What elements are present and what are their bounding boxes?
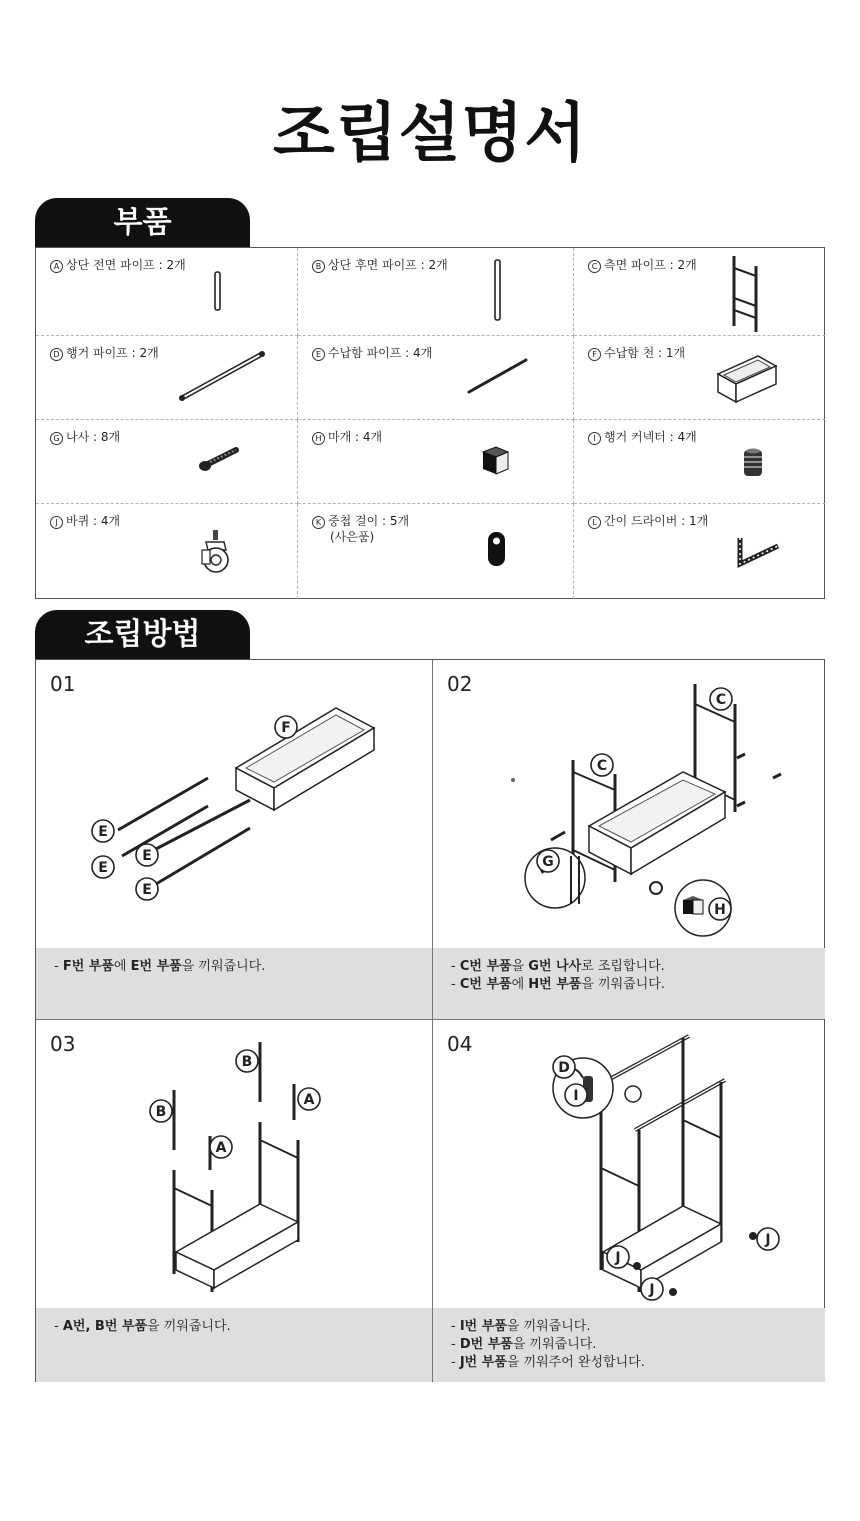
step-number: 04 bbox=[447, 1032, 473, 1056]
part-name: 행거 파이프 : 2개 bbox=[66, 346, 159, 360]
part-name: 상단 전면 파이프 : 2개 bbox=[66, 258, 186, 272]
step-02-notes bbox=[433, 948, 825, 1019]
callout-label: J bbox=[765, 1232, 771, 1248]
assembly-steps-grid bbox=[35, 659, 825, 1382]
page-title: 조립설명서 bbox=[272, 97, 588, 171]
callout-e bbox=[134, 876, 160, 902]
part-cell-c bbox=[574, 248, 825, 336]
step-number: 02 bbox=[447, 672, 473, 696]
callout-h bbox=[707, 896, 733, 922]
callout-b bbox=[234, 1048, 260, 1074]
part-cell-f bbox=[574, 336, 825, 420]
assembly-section-tab: 조립방법 bbox=[35, 610, 250, 660]
part-letter: F bbox=[588, 348, 601, 361]
screw-icon bbox=[196, 442, 242, 476]
part-cell-j bbox=[36, 504, 298, 599]
callout-label: J bbox=[649, 1282, 655, 1298]
part-cell-b bbox=[298, 248, 574, 336]
thin-rod-icon bbox=[466, 356, 530, 396]
part-letter: B bbox=[312, 260, 325, 273]
parts-table bbox=[35, 247, 825, 599]
callout-d bbox=[551, 1054, 577, 1080]
note-line: - C번 부품을 G번 나사로 조립합니다. bbox=[451, 959, 665, 974]
part-name: 중첩 걸이 : 5개 bbox=[328, 514, 410, 528]
part-cell-h bbox=[298, 420, 574, 504]
callout-label: C bbox=[596, 758, 608, 774]
ladder-frame-icon bbox=[726, 252, 768, 334]
part-cell-l bbox=[574, 504, 825, 599]
callout-e bbox=[90, 854, 116, 880]
hex-key-icon bbox=[734, 534, 784, 574]
step-02-illustration bbox=[433, 660, 825, 950]
callout-c bbox=[708, 686, 734, 712]
step-04 bbox=[433, 1020, 825, 1382]
callout-j bbox=[639, 1276, 665, 1302]
step-02 bbox=[433, 660, 825, 1019]
callout-label: F bbox=[281, 720, 291, 736]
callout-label: J bbox=[615, 1250, 621, 1266]
callout-label: E bbox=[98, 824, 108, 840]
note-line: - F번 부품에 E번 부품을 끼워줍니다. bbox=[54, 959, 266, 974]
part-name: 상단 후면 파이프 : 2개 bbox=[328, 258, 448, 272]
caster-wheel-icon bbox=[196, 528, 236, 578]
callout-label: E bbox=[142, 848, 152, 864]
note-line: - I번 부품을 끼워줍니다. bbox=[451, 1319, 591, 1334]
part-letter: H bbox=[312, 432, 325, 445]
connector-icon bbox=[740, 446, 766, 480]
step-number: 03 bbox=[50, 1032, 76, 1056]
callout-b bbox=[148, 1098, 174, 1124]
parts-section-tab: 부품 bbox=[35, 198, 250, 248]
part-cell-g bbox=[36, 420, 298, 504]
part-cell-a bbox=[36, 248, 298, 336]
hook-tag-icon bbox=[486, 530, 508, 570]
callout-g bbox=[535, 848, 561, 874]
part-name: 행거 커넥터 : 4개 bbox=[604, 430, 697, 444]
part-name: 수납함 파이프 : 4개 bbox=[328, 346, 433, 360]
callout-j bbox=[755, 1226, 781, 1252]
callout-label: C bbox=[715, 692, 727, 708]
callout-label: A bbox=[215, 1140, 227, 1156]
step-03 bbox=[36, 1020, 432, 1382]
callout-e bbox=[134, 842, 160, 868]
part-letter: J bbox=[50, 516, 63, 529]
part-cell-e bbox=[298, 336, 574, 420]
part-name: 측면 파이프 : 2개 bbox=[604, 258, 697, 272]
part-name: 마개 : 4개 bbox=[328, 430, 383, 444]
step-01-illustration bbox=[36, 660, 432, 950]
part-gift-note: (사은품) bbox=[330, 530, 375, 544]
step-number: 01 bbox=[50, 672, 76, 696]
callout-a bbox=[208, 1134, 234, 1160]
note-line: - J번 부품을 끼워주어 완성합니다. bbox=[451, 1355, 645, 1370]
callout-c bbox=[589, 752, 615, 778]
part-letter: G bbox=[50, 432, 63, 445]
cap-icon bbox=[480, 444, 512, 478]
part-cell-d bbox=[36, 336, 298, 420]
short-pipe-icon bbox=[212, 270, 226, 314]
step-03-notes bbox=[36, 1308, 432, 1382]
part-letter: C bbox=[588, 260, 601, 273]
callout-label: G bbox=[542, 854, 554, 870]
part-name: 수납함 천 : 1개 bbox=[604, 346, 686, 360]
callout-label: B bbox=[241, 1054, 253, 1070]
step-01-notes bbox=[36, 948, 432, 1019]
part-letter: I bbox=[588, 432, 601, 445]
callout-label: D bbox=[558, 1060, 570, 1076]
step-01 bbox=[36, 660, 432, 1019]
callout-f bbox=[273, 714, 299, 740]
callout-e bbox=[90, 818, 116, 844]
part-name: 바퀴 : 4개 bbox=[66, 514, 121, 528]
note-line: - A번, B번 부품을 끼워줍니다. bbox=[54, 1319, 231, 1334]
callout-j bbox=[605, 1244, 631, 1270]
callout-label: E bbox=[98, 860, 108, 876]
hanger-pipe-icon bbox=[176, 348, 270, 406]
callout-label: A bbox=[303, 1092, 315, 1108]
long-pipe-icon bbox=[492, 258, 506, 324]
part-letter: L bbox=[588, 516, 601, 529]
part-name: 나사 : 8개 bbox=[66, 430, 121, 444]
part-letter: A bbox=[50, 260, 63, 273]
callout-label: E bbox=[142, 882, 152, 898]
part-letter: D bbox=[50, 348, 63, 361]
callout-label: H bbox=[714, 902, 726, 918]
part-cell-k bbox=[298, 504, 574, 599]
fabric-box-icon bbox=[714, 350, 780, 406]
part-cell-i bbox=[574, 420, 825, 504]
part-letter: E bbox=[312, 348, 325, 361]
callout-a bbox=[296, 1086, 322, 1112]
note-line: - C번 부품에 H번 부품을 끼워줍니다. bbox=[451, 977, 665, 992]
step-04-notes bbox=[433, 1308, 825, 1382]
note-line: - D번 부품을 끼워줍니다. bbox=[451, 1337, 597, 1352]
part-name: 간이 드라이버 : 1개 bbox=[604, 514, 709, 528]
part-letter: K bbox=[312, 516, 325, 529]
callout-label: B bbox=[155, 1104, 167, 1120]
callout-i bbox=[563, 1082, 589, 1108]
callout-label: I bbox=[573, 1088, 579, 1104]
